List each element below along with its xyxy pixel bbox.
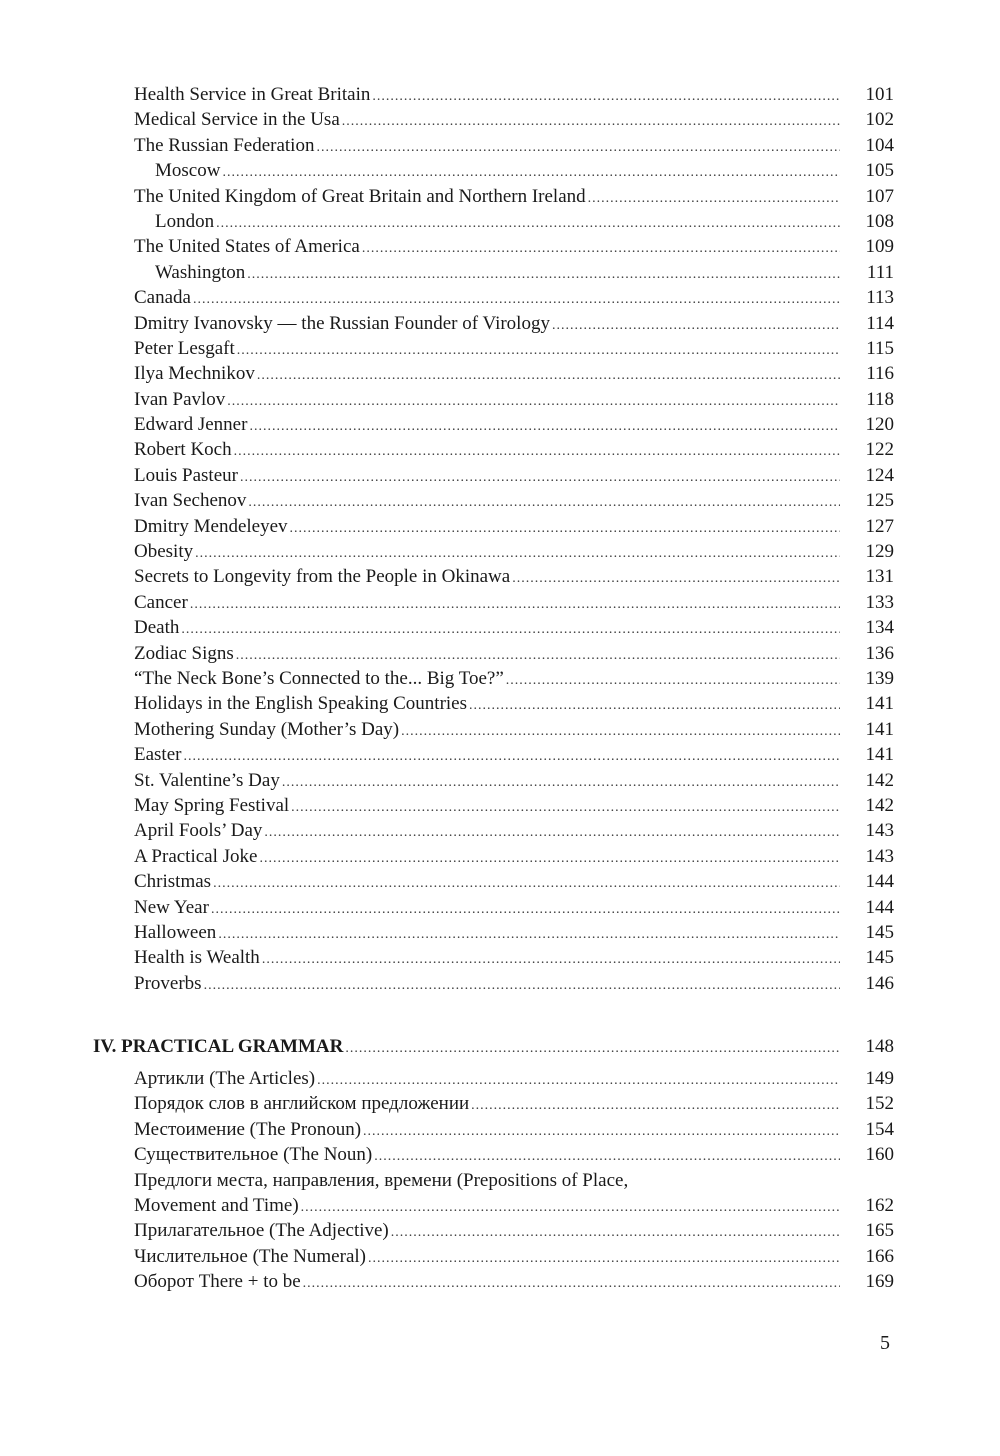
dot-leader	[512, 566, 840, 591]
toc-entry-page: 114	[866, 312, 894, 334]
toc-entry[interactable]	[134, 564, 894, 589]
toc-entry[interactable]	[134, 260, 894, 285]
toc-entry[interactable]	[134, 1066, 894, 1091]
toc-entry[interactable]	[134, 184, 894, 209]
dot-leader	[282, 770, 840, 795]
toc-entry-page: 109	[865, 236, 894, 258]
toc-entry-page: 141	[865, 718, 894, 740]
toc-entry-page: 162	[865, 1194, 894, 1216]
toc-entry-page: 134	[865, 617, 894, 639]
dot-leader	[216, 211, 840, 236]
dot-leader	[401, 719, 840, 744]
toc-entry-page: 142	[865, 794, 894, 816]
toc-entry[interactable]	[134, 361, 894, 386]
toc-entry[interactable]	[134, 285, 894, 310]
toc-entry[interactable]	[134, 945, 894, 970]
toc-entry[interactable]	[134, 107, 894, 132]
grammar-entry-list	[134, 1066, 894, 1295]
toc-entry-page: 141	[865, 744, 894, 766]
dot-leader	[391, 1220, 840, 1245]
toc-entry-page: 149	[865, 1068, 894, 1089]
toc-entry-page: 125	[865, 490, 894, 512]
toc-entry-page: 102	[865, 109, 894, 131]
toc-entry-page: 111	[866, 261, 894, 283]
toc-entry-title: Существительное (The Noun)	[134, 1144, 373, 1166]
toc-entry[interactable]	[134, 437, 894, 462]
toc-entry-title: Christmas	[134, 871, 212, 893]
toc-entry-title: April Fools’ Day	[134, 820, 263, 842]
toc-entry-title: The United Kingdom of Great Britain and Northern Ireland	[134, 185, 586, 207]
dot-leader	[372, 84, 840, 109]
dot-leader	[195, 541, 840, 566]
toc-entry[interactable]	[134, 641, 894, 666]
toc-entry-page: 120	[865, 414, 894, 436]
toc-entry-title: Артикли (The Articles)	[134, 1068, 316, 1089]
toc-entry[interactable]	[134, 412, 894, 437]
toc-entry[interactable]	[134, 768, 894, 793]
dot-leader	[290, 516, 840, 541]
toc-entry-title: The Russian Federation	[134, 134, 315, 156]
dot-leader	[247, 262, 840, 287]
dot-leader	[362, 236, 840, 261]
toc-entry-title: New Year	[134, 896, 209, 918]
toc-entry[interactable]	[134, 615, 894, 640]
toc-entry[interactable]	[134, 1117, 894, 1142]
toc-entry-page: 124	[865, 464, 894, 486]
toc-entry-list	[134, 82, 894, 996]
toc-entry[interactable]	[134, 691, 894, 716]
toc-entry-page: 139	[865, 667, 894, 689]
toc-entry[interactable]	[134, 311, 894, 336]
toc-entry-page: 133	[865, 591, 894, 613]
toc-entry-title: Ivan Pavlov	[134, 388, 226, 410]
toc-entry-title: London	[155, 210, 215, 232]
toc-entry-page: 104	[865, 134, 894, 156]
toc-entry[interactable]	[134, 742, 894, 767]
toc-entry-page: 144	[865, 896, 894, 918]
dot-leader	[303, 1271, 840, 1296]
toc-entry-page: 129	[865, 541, 894, 563]
toc-entry-title: Halloween	[134, 921, 217, 943]
dot-leader	[301, 1195, 840, 1220]
dot-leader	[204, 973, 840, 998]
dot-leader	[249, 414, 840, 439]
toc-entry-page: 127	[865, 515, 894, 537]
toc-entry-page: 165	[865, 1220, 894, 1242]
dot-leader	[227, 389, 840, 414]
toc-entry-page: 143	[865, 820, 894, 842]
dot-leader	[363, 1119, 840, 1144]
dot-leader	[222, 160, 840, 185]
dot-leader	[316, 135, 840, 160]
toc-entry-page: 115	[866, 337, 894, 359]
toc-entry[interactable]	[134, 82, 894, 107]
dot-leader	[236, 643, 840, 668]
dot-leader	[193, 287, 840, 312]
toc-entry-title: Местоимение (The Pronoun)	[134, 1118, 362, 1140]
toc-entry-page: 154	[865, 1118, 894, 1140]
dot-leader	[237, 338, 840, 363]
toc-entry[interactable]	[134, 971, 894, 996]
toc-entry-page: 108	[865, 210, 894, 232]
toc-entry-title: Edward Jenner	[134, 414, 248, 436]
toc-entry[interactable]	[134, 1193, 894, 1218]
toc-entry-page: 101	[865, 84, 894, 105]
dot-leader	[317, 1068, 840, 1093]
toc-entry-title: Louis Pasteur	[134, 464, 238, 486]
toc-entry[interactable]	[134, 1244, 894, 1269]
toc-entry-page: 145	[865, 947, 894, 969]
toc-entry[interactable]	[134, 717, 894, 742]
dot-leader	[471, 1093, 840, 1118]
toc-entry-title: Health Service in Great Britain	[134, 84, 371, 105]
toc-entry-title: The United States of America	[134, 236, 360, 258]
toc-entry[interactable]	[134, 1142, 894, 1167]
toc-entry-page: 143	[865, 845, 894, 867]
dot-leader	[342, 109, 840, 134]
toc-entry-title: May Spring Festival	[134, 794, 290, 816]
dot-leader	[552, 313, 840, 338]
toc-entry-title: Health is Wealth	[134, 947, 260, 969]
toc-entry[interactable]	[134, 1218, 894, 1243]
toc-entry[interactable]	[134, 793, 894, 818]
dot-leader	[213, 871, 840, 896]
dot-leader	[345, 1036, 840, 1061]
toc-entry-title: Obesity	[134, 541, 194, 563]
toc-entry-title: Moscow	[155, 160, 221, 182]
toc-entry-title: St. Valentine’s Day	[134, 769, 280, 791]
toc-entry-title: Peter Lesgaft	[134, 337, 235, 359]
toc-entry-page: 136	[865, 642, 894, 664]
toc-entry-page: 141	[865, 693, 894, 715]
toc-entry-title: Mothering Sunday (Mother’s Day)	[134, 718, 400, 740]
toc-entry-title: Proverbs	[134, 972, 202, 994]
toc-entry[interactable]	[134, 1269, 894, 1294]
toc-entry-title: Secrets to Longevity from the People in Okinawa	[134, 566, 511, 588]
toc-entry-title: Предлоги места, направления, времени (Prepositions of Place,	[134, 1169, 629, 1191]
toc-entry[interactable]	[134, 818, 894, 843]
toc-entry[interactable]	[134, 539, 894, 564]
page-number: 5	[880, 1332, 890, 1354]
toc-entry-page: 105	[865, 160, 894, 182]
toc-entry[interactable]	[134, 133, 894, 158]
dot-leader	[211, 897, 840, 922]
toc-entry[interactable]	[134, 209, 894, 234]
toc-entry-title: Порядок слов в английском предложении	[134, 1093, 470, 1115]
dot-leader	[240, 465, 840, 490]
toc-entry[interactable]	[134, 590, 894, 615]
toc-entry-page: 116	[866, 363, 894, 385]
toc-entry-title: Оборот There + to be	[134, 1271, 301, 1293]
toc-entry-title: Movement and Time)	[134, 1194, 299, 1216]
dot-leader	[257, 363, 840, 388]
toc-entry-title: “The Neck Bone’s Connected to the... Big Toe?”	[134, 667, 504, 689]
dot-leader	[374, 1144, 840, 1169]
toc-entry-page: 145	[865, 921, 894, 943]
toc-entry-title: Dmitry Ivanovsky — the Russian Founder of Virology	[134, 312, 550, 334]
toc-entry[interactable]	[134, 158, 894, 183]
toc-entry[interactable]	[134, 336, 894, 361]
toc-entry[interactable]	[134, 869, 894, 894]
toc-entry[interactable]	[134, 488, 894, 513]
toc-entry-title: Прилагательное (The Adjective)	[134, 1220, 389, 1242]
toc-entry[interactable]	[134, 666, 894, 691]
section-page-number: 148	[865, 1036, 894, 1057]
toc-entry-title: Washington	[155, 261, 246, 283]
toc-entry-title: Zodiac Signs	[134, 642, 234, 664]
toc-entry-title: Holidays in the English Speaking Countries	[134, 693, 468, 715]
toc-entry[interactable]	[134, 844, 894, 869]
dot-leader	[291, 795, 840, 820]
dot-leader	[218, 922, 840, 947]
dot-leader	[264, 820, 840, 845]
toc-entry-page: 107	[865, 185, 894, 207]
toc-entry[interactable]	[134, 234, 894, 259]
toc-entry-title: Canada	[134, 287, 191, 309]
dot-leader	[262, 947, 840, 972]
dot-leader	[259, 846, 840, 871]
dot-leader	[588, 186, 840, 211]
toc-entry-title: Ivan Sechenov	[134, 490, 247, 512]
toc-entry-title: Death	[134, 617, 180, 639]
dot-leader	[190, 592, 840, 617]
toc-entry-title: Cancer	[134, 591, 188, 613]
dot-leader	[181, 617, 840, 642]
toc-entry[interactable]	[134, 463, 894, 488]
toc-entry-page: 142	[865, 769, 894, 791]
toc-entry-page: 152	[865, 1093, 894, 1115]
toc-entry[interactable]	[134, 387, 894, 412]
dot-leader	[469, 693, 840, 718]
toc-entry-title: Robert Koch	[134, 439, 232, 461]
toc-entry-page: 113	[866, 287, 894, 309]
toc-entry-title: A Practical Joke	[134, 845, 258, 867]
toc-entry-page: 160	[865, 1144, 894, 1166]
toc-entry-title: Medical Service in the Usa	[134, 109, 340, 131]
toc-entry-page: 146	[865, 972, 894, 994]
section-heading-practical-grammar[interactable]	[93, 1034, 894, 1061]
toc-entry-page: 122	[865, 439, 894, 461]
toc-entry[interactable]	[134, 1168, 894, 1193]
section-title: IV. PRACTICAL GRAMMAR	[93, 1036, 344, 1057]
toc-entry-page: 166	[865, 1245, 894, 1267]
toc-entry-page: 144	[865, 871, 894, 893]
toc-entry[interactable]	[134, 1091, 894, 1116]
toc-entry-title: Dmitry Mendeleyev	[134, 515, 288, 537]
toc-entry-title: Easter	[134, 744, 182, 766]
toc-entry-page: 169	[865, 1271, 894, 1293]
toc-entry-page: 118	[866, 388, 894, 410]
dot-leader	[368, 1246, 840, 1271]
toc-entry-title: Ilya Mechnikov	[134, 363, 255, 385]
toc-entry[interactable]	[134, 895, 894, 920]
dot-leader	[506, 668, 840, 693]
dot-leader	[234, 439, 840, 464]
dot-leader	[183, 744, 840, 769]
dot-leader	[248, 490, 840, 515]
toc-entry[interactable]	[134, 920, 894, 945]
toc-entry-page: 131	[865, 566, 894, 588]
toc-entry-title: Числительное (The Numeral)	[134, 1245, 366, 1267]
toc-entry[interactable]	[134, 514, 894, 539]
